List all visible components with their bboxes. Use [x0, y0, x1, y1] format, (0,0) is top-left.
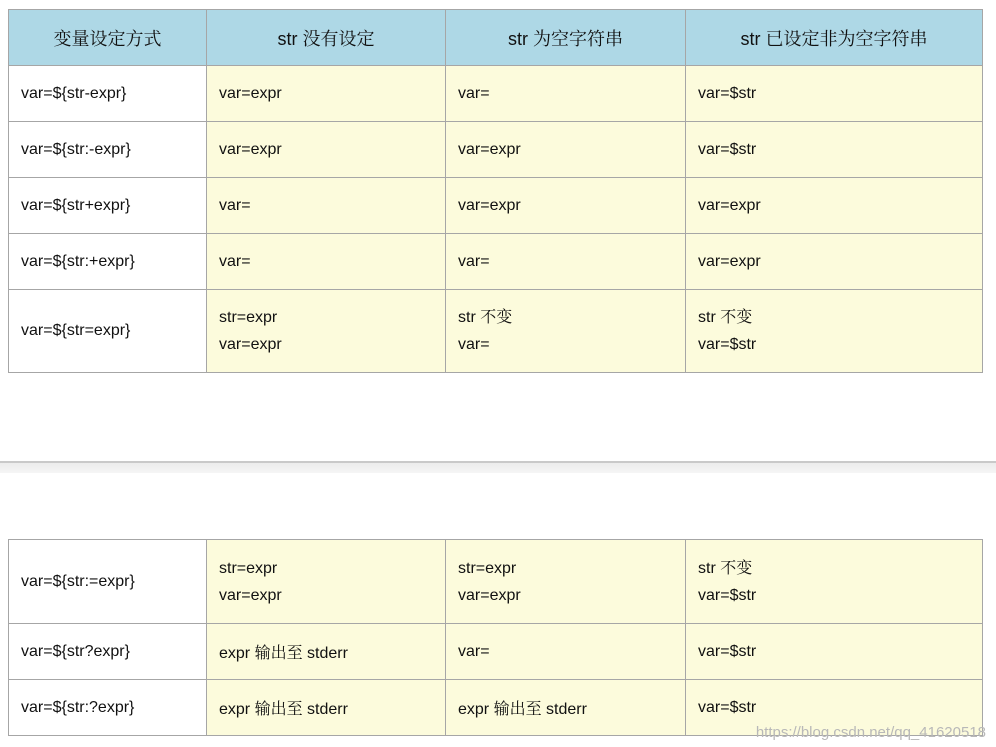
table-cell: var=${str+expr}: [9, 178, 207, 234]
table-cell: var=: [446, 234, 686, 290]
table-cell: var=${str:?expr}: [9, 680, 207, 736]
table-row: [9, 624, 983, 680]
table-cell: var=$str: [686, 122, 983, 178]
header-cell: str 没有设定: [207, 10, 446, 66]
table-cell: var=expr: [446, 122, 686, 178]
cell-line: var=expr: [458, 586, 521, 604]
table-cell: expr 输出至 stderr: [207, 624, 446, 680]
cell-line: var=expr: [219, 586, 282, 604]
table-cell: [207, 290, 446, 373]
table-row: [9, 290, 983, 373]
table-cell: var=: [446, 66, 686, 122]
table-cell: var=expr: [446, 178, 686, 234]
header-cell: str 为空字符串: [446, 10, 686, 66]
cell-line: str 不变: [698, 309, 753, 326]
table-row: [9, 540, 983, 624]
table-cell: var=expr: [207, 66, 446, 122]
watermark-text: https://blog.csdn.net/qq_41620518: [755, 724, 986, 741]
table-cell: var=$str: [686, 624, 983, 680]
table-cell: var=${str:-expr}: [9, 122, 207, 178]
table-cell: var=${str-expr}: [9, 66, 207, 122]
table-cell: [446, 540, 686, 624]
cell-line: str 不变: [458, 309, 513, 326]
table-cell: var=$str: [686, 680, 983, 736]
table-cell: var=${str?expr}: [9, 624, 207, 680]
table-cell: expr 输出至 stderr: [207, 680, 446, 736]
cell-line: str=expr: [219, 559, 278, 577]
table-cell: var=: [207, 178, 446, 234]
cell-line: var=expr: [219, 336, 282, 353]
header-cell: 变量设定方式: [9, 10, 207, 66]
header-cell: str 已设定非为空字符串: [686, 10, 983, 66]
variable-substitution-table-top: [8, 9, 983, 373]
table-cell: var=$str: [686, 66, 983, 122]
table-cell: var=${str:+expr}: [9, 234, 207, 290]
table-cell: var=: [446, 624, 686, 680]
table-row: [9, 234, 983, 290]
cell-line: str=expr: [219, 309, 278, 326]
table-cell: [686, 540, 983, 624]
variable-substitution-table-bottom: [8, 539, 983, 736]
table-cell: var=${str=expr}: [9, 290, 207, 373]
cell-line: str 不变: [698, 559, 753, 577]
table-cell: [686, 290, 983, 373]
table-cell: var=expr: [686, 234, 983, 290]
cell-line: var=$str: [698, 336, 757, 353]
cell-line: str=expr: [458, 559, 517, 577]
table-header-row: [9, 10, 983, 66]
cell-line: var=$str: [698, 586, 757, 604]
table-row: [9, 178, 983, 234]
table-cell: [207, 540, 446, 624]
cell-line: var=: [458, 336, 490, 353]
table-cell: expr 输出至 stderr: [446, 680, 686, 736]
table-cell: var=${str:=expr}: [9, 540, 207, 624]
table-cell: [446, 290, 686, 373]
table-row: [9, 66, 983, 122]
table-cell: var=expr: [207, 122, 446, 178]
table-cell: var=: [207, 234, 446, 290]
page-break-divider: [0, 461, 996, 473]
table-row: [9, 122, 983, 178]
table-cell: var=expr: [686, 178, 983, 234]
